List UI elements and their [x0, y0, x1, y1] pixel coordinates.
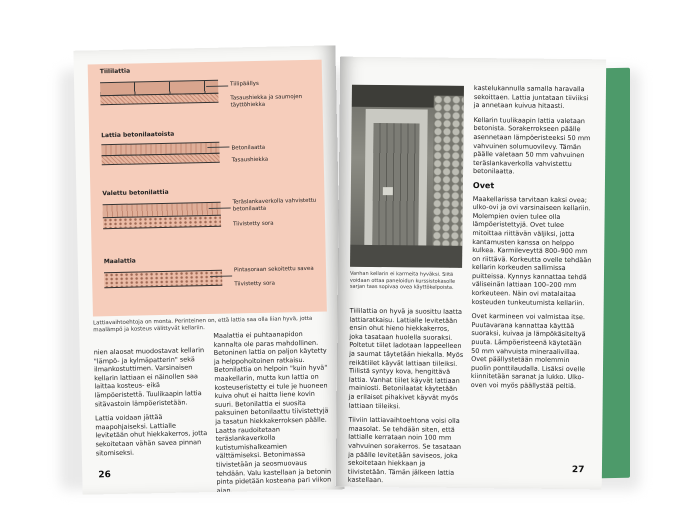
gravel-layer — [104, 270, 222, 288]
paragraph: Tiililattia on hyvä ja suosittu laatta lattiaratkaisu. Lattialle levitetään ensin ohut hieno hiekkakerros, joka tasataan huolella suoraksi. Poltetut tiilet ladotaan lappeelleen ja saumat täytetään hiekalla. Myös reikätiilet käyvät lattiaan tiileiksi. Tiilistä syntyy kova, hengittävä lattia. Vanhat tiilet käyvät lattiaan mainiosti. Betonilaatat käytetään ja erilaiset pihakivet käyvät myös lattiaan tiileiksi. — [348, 306, 464, 410]
layer-label: Tiivistetty sora — [234, 280, 275, 288]
paragraph: Tiiviin lattiavaihtoehtona voisi olla maasolat. Se tehdään siten, että lattialle kerrataan noin 100 mm vahvuinen sorakerros. Se tasataan ja päälle levitetään saviseos, joka sekoitetaan hiekkaan ja tiivistetään. Tämän jälkeen lattia kastellaan. — [347, 415, 462, 485]
sand-layer — [100, 93, 218, 105]
right-page — [336, 57, 606, 490]
text-column-left — [94, 346, 208, 463]
section-title: Lattia betonilaatoista — [101, 130, 175, 140]
text-column-left — [348, 307, 464, 490]
layer-label: Tiilipäällys — [230, 80, 259, 88]
photo-door-plate — [383, 187, 393, 195]
layer-label: Pintasoraan sekoitettu savea — [233, 265, 314, 274]
paragraph: Maalattia ei puhtaanapidon kannalta ole paras mahdollinen. Betoninen lattia on paljon käytetty ja helppohoitoinen ratkaisu. Betonilattia on helpoin "kuin hyvä" maakellarin, mutta kun lattia on kosteuseristetty ei tule je huoneen kuiva ohut ei haitta liene kovin suuri. Betonilattia ei suosita paksuinen betonilaattu tiivistettyjä ja tasatun hiekkakerroksen päälle. Laatta raudoitetaan teräslankaverkolla kutistumishalkeamien välttämiseksi. Betonimassa tiivistetään ja seosmuovaus tehdään. Valu kastellaan ja betonin pinta pidetään kosteana pari viikon ajan. — [213, 330, 332, 495]
photo-door — [372, 123, 419, 259]
layer-label: Betonilaatta — [231, 144, 266, 152]
figure-caption: Lattiavaihtoehtoja on monta. Perinteinen on, että lattia saa olla liian hyvä, jotta maalämpö ja kosteus välittyvät kellariin. — [93, 315, 313, 334]
gravel-layer — [103, 215, 221, 229]
section-heading: Ovet — [472, 180, 495, 191]
paragraph: Lattia voidaan jättää maapohjaiseksi. Lattialle levitetään ohut hiekkakerros, jotta sekoitetaan vähän savea pinnan sitomiseksi. — [95, 413, 208, 457]
layer-label: Teräslankaverkolla vahvistettu betonilaatta — [232, 197, 317, 213]
section-title: Tiililattia — [99, 67, 131, 76]
paragraph: Maakellarissa tarvitaan kaksi ovea; ulko-ovi ja ovi varsinaiseen kellariin. Molempien ovien tulee olla lämpöeristettyjä. Ovet tulee mitoittaa riittävän väljiksi, jotta kantamusten kanssa on helppo kulkea. Karmileveyttä 800–900 mm on riittävä. Korkeutta ovelle tehdään kellarin korkeuden sallimissa puitteissa. Kynnys kannattaa tehdä väliseinän lattiaan 100–200 mm korkeuteen. Näin ovi matalaitaa kosteuden tunkeutumista kellariin. — [471, 194, 592, 307]
text-column-right — [471, 84, 594, 397]
photo-caption: Vanhan kellarin ei karmeita hyväksi. Siitä voidaan ottaa paneloidun kurssistokasolle sarjan taas sopivaa ovea käyttökelpoista. — [349, 270, 456, 292]
paragraph: Ovet karmineen voi valmistaa itse. Puutavarana kannattaa käyttää suoraksi, kuivaa ja lämpökäsiteltyä puuta. Lämpöeristeenä käytetään 50 mm vahvuista mineraalivillaa. Ovet päällystetään molemmin puolin ponttilaudalla. Lisäksi ovelle kiinnitetään saranat ja lukko. Ulko-oven voi myös päällystää peltiä. — [470, 312, 586, 391]
photo-stone-wall — [432, 96, 464, 268]
text-column-right — [213, 329, 335, 494]
paragraph: kastelukannulla samalla haravalla sekoittaen. Lattia juntataan tiiviiksi ja annetaan kuivua hitaasti. — [473, 84, 589, 111]
photo-ground — [350, 245, 462, 268]
page-number: 26 — [98, 470, 111, 481]
cellar-door-photo — [350, 85, 464, 268]
paragraph: nien alaosat muodostavat kellarin "lämpö- ja kylmäpatterin" sekä ilmankostuttimen. Varsinaisen kellarin lattiaan ei näinollen saa laittaa kosteus- eikä lämpöeristettä. Tuulikaapin lattia sitävastoin lämpöeristetään. — [93, 346, 205, 408]
layer-label: Tasaushiekka — [231, 156, 269, 164]
floor-cross-section-figure — [88, 60, 327, 317]
paragraph: Kellarin tuulikaapin lattia valetaan betonista. Sorakerrokseen päälle asennetaan lämpöeristeeksi 50 mm vahvuinen solumuovilevy. Tämän päälle valetaan 50 mm vahvuinen teräslankaverkolla vahvistettu betonilaatta. — [473, 115, 591, 176]
section-title: Valettu betonilattia — [102, 188, 169, 198]
page-number: 27 — [571, 465, 585, 476]
layer-label: Tiivistetty sora — [232, 220, 274, 228]
sand-layer — [102, 153, 220, 165]
left-page — [73, 45, 344, 494]
layer-label: Tasaushiekka ja saumojen täyttöhiekka — [230, 94, 303, 109]
section-title: Maalattia — [103, 257, 136, 266]
